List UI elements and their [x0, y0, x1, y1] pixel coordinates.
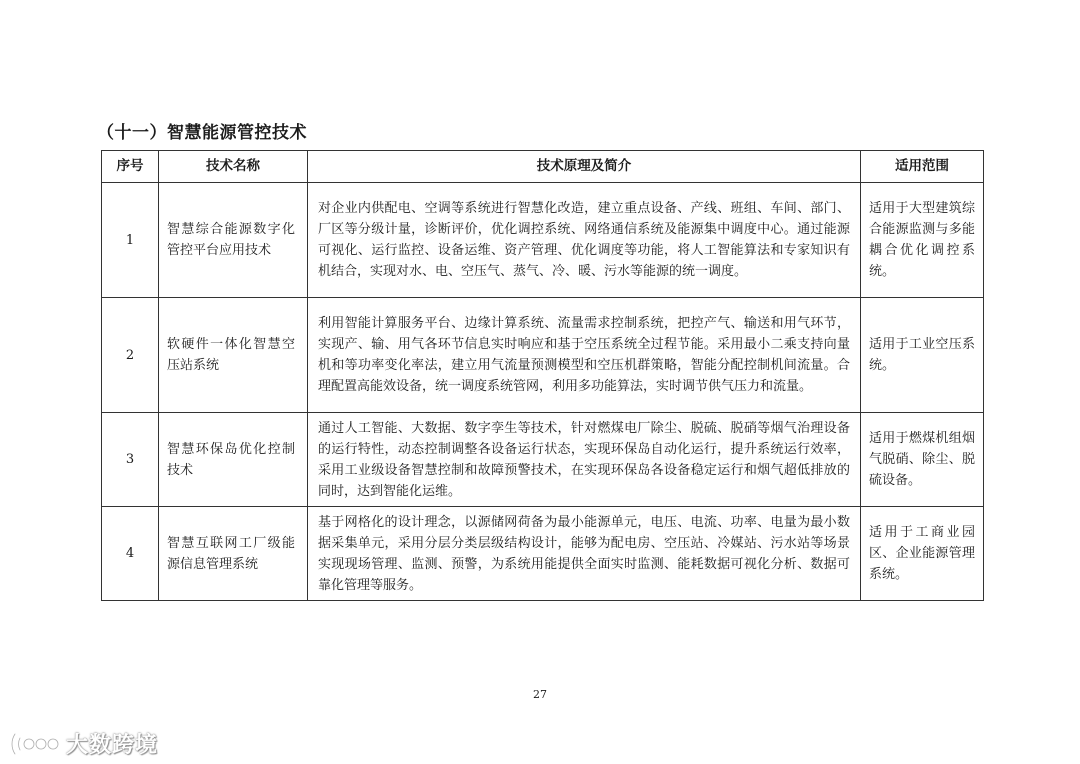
- table-row: [102, 507, 984, 601]
- row-desc: 利用智能计算服务平台、边缘计算系统、流量需求控制系统，把控产气、输送和用气环节，实现产、输、用气各环节信息实时响应和基于空压系统全过程节能。采用最小二乘支持向量机和等功率变化率法，建立用气流量预测模型和空压机群策略，智能分配控制机间流量。合理配置高能效设备，统一调度系统管网，利用多功能算法，实时调节供气压力和流量。: [308, 298, 861, 413]
- row-desc: 对企业内供配电、空调等系统进行智慧化改造，建立重点设备、产线、班组、车间、部门、厂区等分级计量，诊断评价，优化调控系统、网络通信系统及能源集中调度中心。通过能源可视化、运行监控、设备运维、资产管理、优化调度等功能，将人工智能算法和专家知识有机结合，实现对水、电、空压气、蒸气、冷、暖、污水等能源的统一调度。: [308, 183, 861, 298]
- row-desc: 基于网格化的设计理念，以源储网荷备为最小能源单元，电压、电流、功率、电量为最小数据采集单元，采用分层分类层级结构设计，能够为配电房、空压站、冷媒站、污水站等场景实现现场管理、监测、预警，为系统用能提供全面实时监测、能耗数据可视化分析、数据可靠化管理等服务。: [308, 507, 861, 601]
- row-scope: 适用于工商业园区、企业能源管理系统。: [861, 507, 984, 601]
- table-row: [102, 298, 984, 413]
- row-name: 智慧互联网工厂级能源信息管理系统: [159, 507, 308, 601]
- watermark-logo-icon: [8, 730, 60, 758]
- row-desc: 通过人工智能、大数据、数字孪生等技术，针对燃煤电厂除尘、脱硫、脱硝等烟气治理设备的运行特性，动态控制调整各设备运行状态，实现环保岛自动化运行，提升系统运行效率，采用工业级设备智慧控制和故障预警技术，在实现环保岛各设备稳定运行和烟气超低排放的同时，达到智能化运维。: [308, 413, 861, 507]
- page-number: 27: [533, 688, 547, 701]
- table-row: [102, 183, 984, 298]
- technology-table: [101, 150, 984, 601]
- row-scope: 适用于工业空压系统。: [861, 298, 984, 413]
- watermark: [8, 728, 158, 759]
- header-scope: 适用范围: [861, 151, 984, 183]
- header-no: 序号: [102, 151, 159, 183]
- watermark-text: 大数跨境: [66, 733, 159, 758]
- header-name: 技术名称: [159, 151, 308, 183]
- table-header-row: [102, 151, 984, 183]
- row-scope: 适用于大型建筑综合能源监测与多能耦合优化调控系统。: [861, 183, 984, 298]
- row-name: 智慧环保岛优化控制技术: [159, 413, 308, 507]
- row-no: 4: [102, 507, 159, 601]
- row-name: 智慧综合能源数字化管控平台应用技术: [159, 183, 308, 298]
- row-name: 软硬件一体化智慧空压站系统: [159, 298, 308, 413]
- table-row: [102, 413, 984, 507]
- section-title: （十一）智慧能源管控技术: [97, 123, 307, 143]
- row-scope: 适用于燃煤机组烟气脱硝、除尘、脱硫设备。: [861, 413, 984, 507]
- row-no: 3: [102, 413, 159, 507]
- row-no: 2: [102, 298, 159, 413]
- header-desc: 技术原理及简介: [308, 151, 861, 183]
- row-no: 1: [102, 183, 159, 298]
